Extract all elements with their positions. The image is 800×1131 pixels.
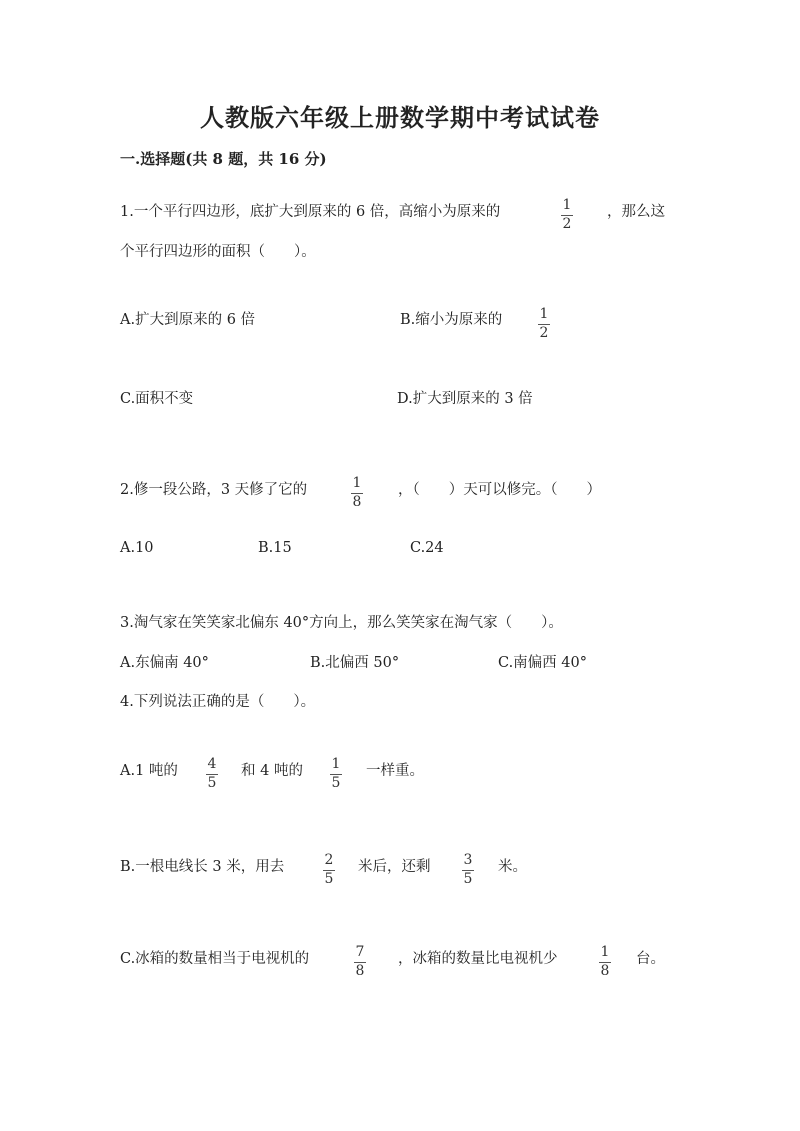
q4-option-a-part2: 和 4 吨的 (241, 763, 303, 779)
q2-option-a: A.10 (120, 540, 154, 556)
q1-option-b: B.缩小为原来的 (400, 312, 503, 328)
q1-option-b-fraction (538, 307, 550, 341)
fraction-denominator: 5 (207, 775, 217, 791)
q4-option-a-part3: 一样重。 (366, 763, 424, 779)
q1-fraction (561, 198, 573, 232)
fraction-numerator: 1 (539, 306, 549, 322)
q3-option-a: A.东偏南 40° (120, 655, 209, 671)
fraction-numerator: 1 (562, 197, 572, 213)
q2-text-part1: 2.修一段公路，3 天修了它的 (120, 482, 308, 498)
fraction-numerator: 2 (324, 852, 334, 868)
fraction-denominator: 8 (352, 494, 362, 510)
q3-text: 3.淘气家在笑笑家北偏东 40°方向上，那么笑笑家在淘气家（ ）。 (120, 615, 563, 631)
q4-option-a-fraction2 (330, 757, 342, 791)
q4-option-b-fraction1 (323, 853, 335, 887)
fraction-numerator: 1 (331, 756, 341, 772)
q4-option-b-part3: 米。 (498, 859, 527, 875)
q2-text-part2: ，（ ）天可以修完。（ ） (398, 482, 601, 498)
q2-option-b: B.15 (258, 540, 292, 556)
q1-text-part1: 1.一个平行四边形，底扩大到原来的 6 倍，高缩小为原来的 (120, 204, 501, 220)
q4-option-c-part1: C.冰箱的数量相当于电视机的 (120, 951, 310, 967)
q2-fraction (351, 476, 363, 510)
q3-option-c: C.南偏西 40° (498, 655, 587, 671)
fraction-denominator: 2 (562, 216, 572, 232)
q4-option-a-fraction1 (206, 757, 218, 791)
fraction-numerator: 1 (600, 944, 610, 960)
fraction-denominator: 5 (324, 871, 334, 887)
fraction-denominator: 2 (539, 325, 549, 341)
q4-option-c-part3: 台。 (636, 951, 665, 967)
q1-option-d: D.扩大到原来的 3 倍 (397, 391, 533, 407)
section-heading: 一.选择题(共 8 题，共 16 分) (120, 150, 327, 168)
q1-text-part2: ，那么这 (607, 204, 665, 220)
fraction-numerator: 1 (352, 475, 362, 491)
q3-option-b: B.北偏西 50° (310, 655, 400, 671)
fraction-denominator: 8 (600, 963, 610, 979)
q4-option-c-part2: ，冰箱的数量比电视机少 (398, 951, 558, 967)
fraction-denominator: 8 (355, 963, 365, 979)
q4-option-c-fraction2 (599, 945, 611, 979)
q4-option-b-fraction2 (462, 853, 474, 887)
fraction-numerator: 7 (355, 944, 365, 960)
q4-option-b-part2: 米后，还剩 (358, 859, 431, 875)
fraction-denominator: 5 (463, 871, 473, 887)
q4-option-a-part1: A.1 吨的 (120, 763, 178, 779)
fraction-numerator: 4 (207, 756, 217, 772)
fraction-numerator: 3 (463, 852, 473, 868)
q4-option-b-part1: B.一根电线长 3 米，用去 (120, 859, 285, 875)
q1-text-part3: 个平行四边形的面积（ ）。 (120, 244, 316, 260)
q1-option-a: A.扩大到原来的 6 倍 (120, 312, 256, 328)
fraction-denominator: 5 (331, 775, 341, 791)
page-title: 人教版六年级上册数学期中考试试卷 (200, 103, 600, 132)
q2-option-c: C.24 (410, 540, 444, 556)
q4-text: 4.下列说法正确的是（ ）。 (120, 694, 316, 710)
q1-option-c: C.面积不变 (120, 391, 194, 407)
q4-option-c-fraction1 (354, 945, 366, 979)
